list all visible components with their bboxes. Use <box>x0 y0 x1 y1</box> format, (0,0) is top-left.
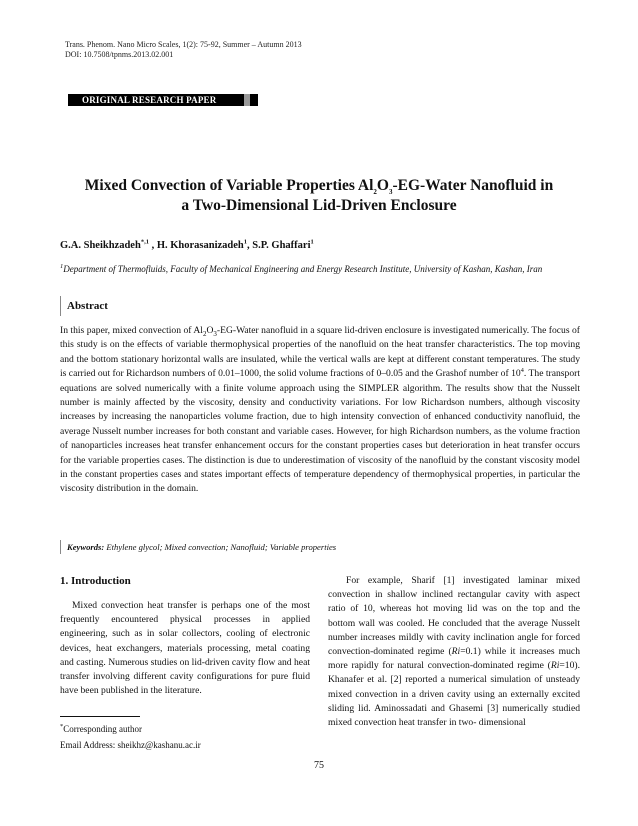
keywords <box>60 540 587 554</box>
title-line-1: Mixed Convection of Variable Properties $Al_2O_3-EG$-Water Nanofluid in <box>84 177 554 197</box>
affiliation: $^1$Department of Thermofluids, Faculty of Mechanical Engineering and Energy Research Institute, University of Kashan, Kashan, Iran <box>60 263 543 274</box>
footnote-rule <box>60 716 140 717</box>
section-heading-introduction: 1. Introduction <box>60 575 131 587</box>
paper-type-badge: ORIGINAL RESEARCH PAPER <box>68 94 258 106</box>
footnote-email: Email Address: sheikhz@kashanu.ac.ir <box>60 740 201 750</box>
abstract-body: In this paper, mixed convection of $Al_2O_3-EG$-Water nanofluid in a square lid-driven enclosure is investigated numerically. The focus of this study is on the effects of variable thermophysical properties of the nanofluid on the heat transfer characteristics. The top moving and the bottom stationary horizontal walls are insulated, while the vertical walls are kept at different constant temperatures. The study is carried out for Richardson numbers of 0.01–1000, the solid volume fractions of 0–0.05 and the Grashof number of $10^4$. The transport equations are solved numerically with a finite volume approach using the SIMPLER algorithm. The results show that the Nusselt number is mainly affected by the viscosity, density and conductivity variations. For low Richardson numbers, although viscosity increases by increasing the nanoparticles volume fraction, due to high intensity convection of enhanced conductivity nanofluid, the average Nusselt number increases for both constant and variable cases. However, for high Richardson numbers, as the volume fraction of nanoparticles increases heat transfer enhancement occurs for the constant properties cases but deterioration in heat transfer occurs for the variable properties cases. The distinction is due to underestimation of viscosity of the nanofluid by the constant viscosity model in the constant properties cases and states important effects of temperature dependency of thermophysical properties, in particular the viscosity distribution in the domain. <box>60 325 580 495</box>
author-list: G.A. Sheikhzadeh$^{*,1}$ , H. Khorasanizadeh$^1$, S.P. Ghaffari$^1$ <box>60 238 314 251</box>
intro-column-left: Mixed convection heat transfer is perhaps one of the most frequently encountered physical processes in applied engineering, such as in solar collectors, cooling of electronic devices, heat exchangers, materials processing, metal coating and casting. Numerous studies on lid-driven cavity flow and heat transfer involving different cavity configurations for pure fluid have been published in the literature. <box>60 600 310 697</box>
paper-title <box>40 176 598 216</box>
abstract-heading: Abstract <box>60 296 587 316</box>
title-line-2: a Two-Dimensional Lid-Driven Enclosure <box>181 197 457 214</box>
keywords-text: Ethylene glycol; Mixed convection; Nanofluid; Variable properties <box>104 542 337 552</box>
journal-header <box>65 40 302 60</box>
page-number: 75 <box>314 760 324 771</box>
badge-accent <box>244 94 250 106</box>
journal-citation: Trans. Phenom. Nano Micro Scales, 1(2): 75-92, Summer – Autumn 2013 <box>65 40 302 49</box>
footnote-corresponding: *Corresponding author <box>60 723 142 734</box>
keywords-label: Keywords: <box>67 542 105 552</box>
intro-column-right: For example, Sharif [1] investigated laminar mixed convection in shallow inclined rectangular cavity with aspect ratio of 10, whereas hot moving lid was on the top and the bottom wall was cooled. He concluded that the average Nusselt number increases mildly with cavity inclination angle for forced convection-dominated regime (Ri=0.1) while it increases much more rapidly for natural convection-dominated regime (Ri=10). Khanafer et al. [2] reported a numerical simulation of unsteady mixed convection in a driven cavity using an externally excited sliding lid. Aminossadati and Ghasemi [3] numerically studied mixed convection heat transfer in two- dimensional <box>328 575 580 729</box>
doi: DOI: 10.7508/tpnms.2013.02.001 <box>65 50 174 59</box>
